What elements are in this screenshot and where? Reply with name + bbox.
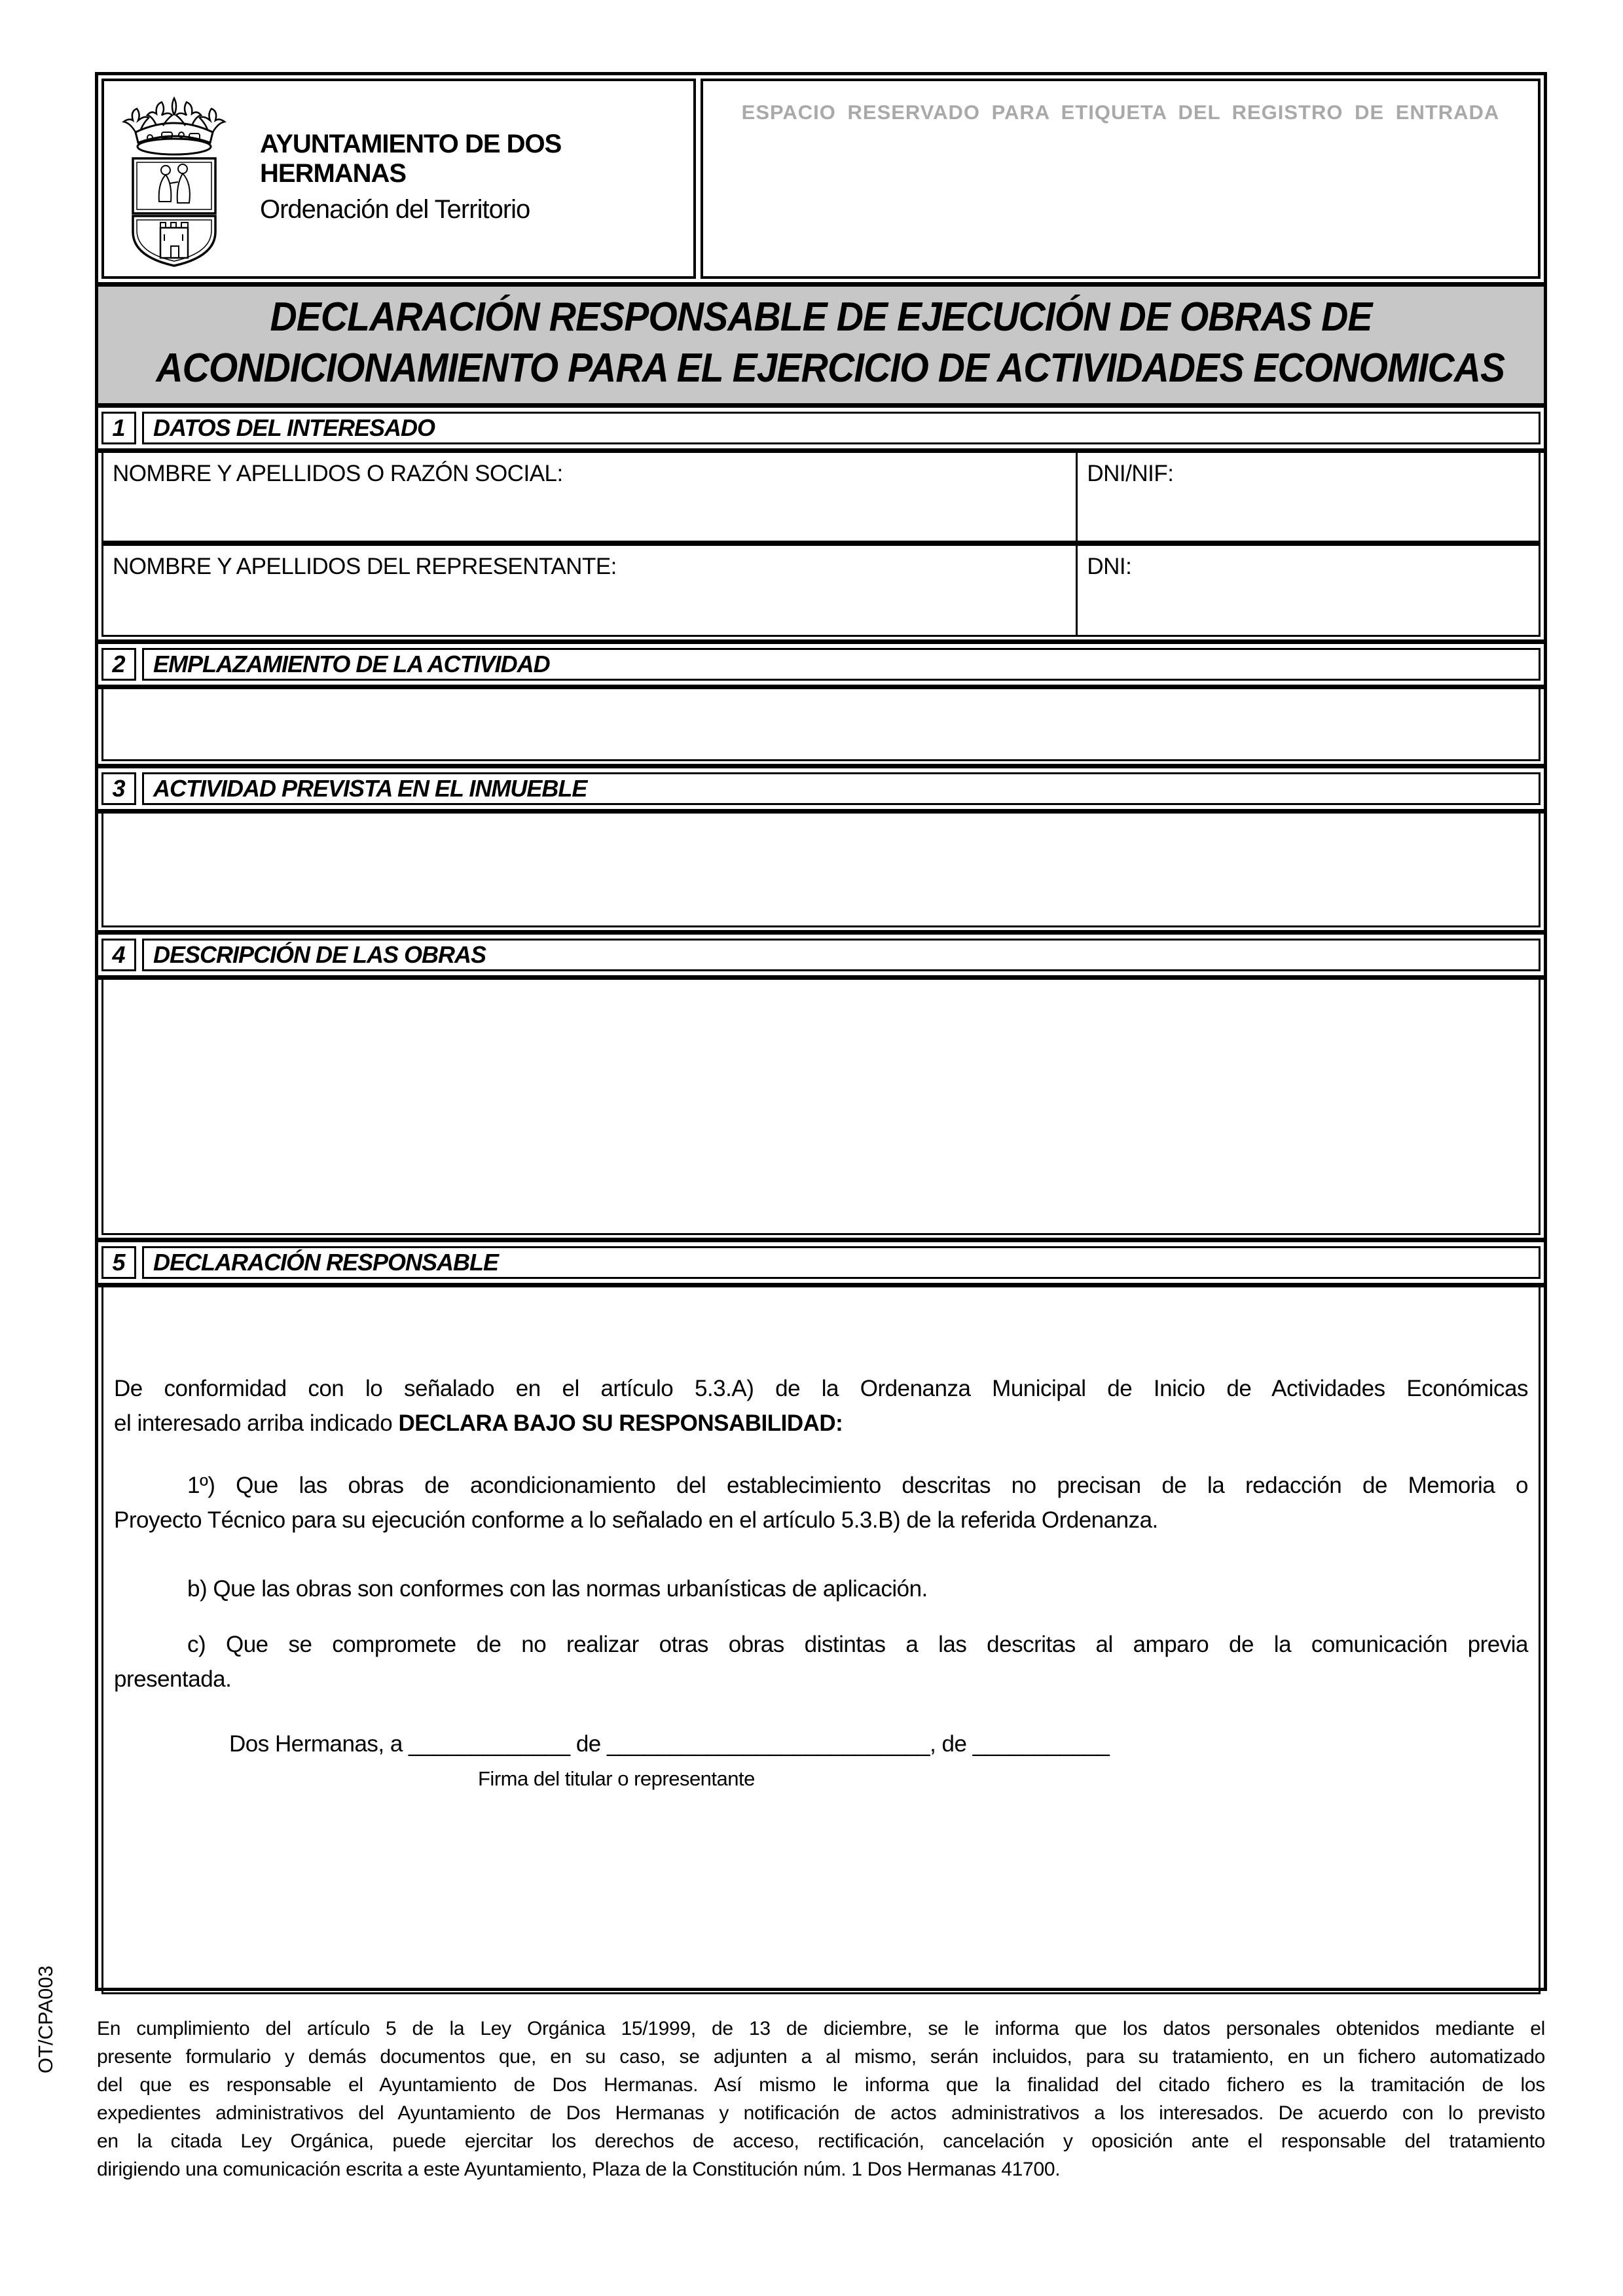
intro-line2-normal: el interesado arriba indicado	[114, 1410, 399, 1436]
clause-c-line2: presentada.	[114, 1666, 232, 1692]
divider	[98, 975, 1544, 980]
organization-department: Ordenación del Territorio	[260, 195, 530, 224]
organization-name: AYUNTAMIENTO DE DOS HERMANAS	[260, 130, 562, 188]
date-fill-line[interactable]: Dos Hermanas, a _____________ de __________________________, de ___________	[229, 1731, 1110, 1757]
declaration-clause-b: b) Que las obras son conformes con las normas urbanísticas de aplicación.	[187, 1576, 928, 1602]
form-title-band	[98, 287, 1544, 403]
privacy-line: en la citada Ley Orgánica, puede ejercitar los derechos de acceso, rectificación, cancelación y oposición ante el responsable del tratamiento	[97, 2130, 1545, 2152]
representative-input[interactable]	[113, 580, 1067, 619]
divider	[98, 809, 1544, 814]
section-label: EMPLAZAMIENTO DE LA ACTIVIDAD	[142, 648, 1541, 681]
section-number: 4	[101, 939, 136, 971]
form-title-line2: ACONDICIONAMIENTO PARA EL EJERCICIO DE ACTIVIDADES ECONOMICAS	[156, 346, 1505, 391]
privacy-line: En cumplimiento del artículo 5 de la Ley Orgánica 15/1999, de 13 de diciembre, se le informa que los datos personales obtenidos mediante el	[97, 2018, 1545, 2039]
dni-nif-input[interactable]	[1087, 487, 1529, 526]
divider	[98, 282, 1544, 287]
privacy-line: del que es responsable el Ayuntamiento de Dos Hermanas. Así mismo le informa que la finalidad del citado fichero es la tramitación de los	[97, 2074, 1545, 2096]
organization-box	[101, 79, 696, 279]
name-input[interactable]	[113, 487, 1067, 526]
intro-line1: De conformidad con lo señalado en el artículo 5.3.A) de la Ordenanza Municipal de Inicio de Actividades Económicas	[114, 1376, 1528, 1401]
divider	[98, 930, 1544, 935]
section-header-datos-interesado	[101, 412, 1541, 444]
section-label: DATOS DEL INTERESADO	[142, 412, 1541, 444]
signature-area[interactable]	[114, 1796, 1528, 1992]
section-header-descripcion-obras	[101, 939, 1541, 971]
dni-input[interactable]	[1087, 580, 1529, 619]
privacy-line: expedientes administrativos del Ayuntamiento de Dos Hermanas y notificación de actos administrativos a los interesados. De acuerdo con lo previsto	[97, 2102, 1545, 2124]
privacy-notice	[97, 2015, 1545, 2183]
section-header-emplazamiento	[101, 648, 1541, 681]
section-number: 5	[101, 1246, 136, 1279]
table-row	[103, 453, 1539, 541]
declaration-intro	[114, 1371, 1528, 1441]
clause1-line2: Proyecto Técnico para su ejecución conforme a lo señalado en el artículo 5.3.B) de la referida Ordenanza.	[114, 1507, 1158, 1533]
dni-nif-label: DNI/NIF:	[1087, 461, 1174, 486]
form-title-line1: DECLARACIÓN RESPONSABLE DE EJECUCIÓN DE OBRAS DE	[270, 295, 1372, 340]
interested-party-table	[101, 453, 1541, 637]
declaration-clause-1	[114, 1468, 1528, 1537]
section-label: DECLARACIÓN RESPONSABLE	[142, 1246, 1541, 1279]
divider	[98, 448, 1544, 453]
divider	[98, 1238, 1544, 1242]
dos-hermanas-coat-of-arms-icon	[116, 92, 232, 266]
divider	[98, 764, 1544, 768]
dni-nif-field[interactable]	[1078, 453, 1539, 541]
intro-line2	[114, 1406, 1528, 1441]
intro-line2-bold: DECLARA BAJO SU RESPONSABILIDAD:	[398, 1410, 843, 1436]
form-frame	[95, 72, 1547, 1991]
representative-label: NOMBRE Y APELLIDOS DEL REPRESENTANTE:	[113, 554, 617, 579]
organization-text	[260, 130, 682, 266]
table-row	[103, 541, 1539, 635]
section-label: DESCRIPCIÓN DE LAS OBRAS	[142, 939, 1541, 971]
signature-caption: Firma del titular o representante	[478, 1767, 755, 1790]
name-field[interactable]	[103, 453, 1078, 541]
divider	[98, 403, 1544, 408]
divider	[98, 1283, 1544, 1287]
privacy-line: presente formulario y demás documentos que, en su caso, se adjunten a al mismo, serán incluidos, para su tratamiento, en un fichero automatizado	[97, 2046, 1545, 2068]
section-header-actividad-prevista	[101, 772, 1541, 805]
section-number: 1	[101, 412, 136, 444]
clause-c-line1: c) Que se compromete de no realizar otras obras distintas a las descritas al amparo de la comunicación previa	[187, 1632, 1528, 1657]
divider	[98, 639, 1544, 644]
header	[101, 79, 1541, 279]
dni-field[interactable]	[1078, 546, 1539, 635]
name-label: NOMBRE Y APELLIDOS O RAZÓN SOCIAL:	[113, 461, 563, 486]
declaration-body	[101, 1287, 1541, 1994]
divider	[98, 685, 1544, 689]
section-header-declaracion-responsable	[101, 1246, 1541, 1279]
planned-activity-input[interactable]	[101, 814, 1541, 927]
registry-space-label: ESPACIO RESERVADO PARA ETIQUETA DEL REGISTRO DE ENTRADA	[741, 101, 1500, 124]
registry-entry-space	[701, 79, 1541, 279]
form-code: OT/CPA003	[34, 1965, 57, 2073]
works-description-input[interactable]	[101, 980, 1541, 1235]
activity-location-input[interactable]	[101, 689, 1541, 761]
section-number: 2	[101, 648, 136, 681]
privacy-line: dirigiendo una comunicación escrita a este Ayuntamiento, Plaza de la Constitución núm. 1 Dos Hermanas 41700.	[97, 2159, 1061, 2180]
dni-label: DNI:	[1087, 554, 1132, 579]
clause1-line1: 1º) Que las obras de acondicionamiento del establecimiento descritas no precisan de la redacción de Memoria o	[187, 1473, 1528, 1498]
section-number: 3	[101, 772, 136, 805]
section-label: ACTIVIDAD PREVISTA EN EL INMUEBLE	[142, 772, 1541, 805]
declaration-clause-c	[114, 1627, 1528, 1696]
representative-field[interactable]	[103, 546, 1078, 635]
